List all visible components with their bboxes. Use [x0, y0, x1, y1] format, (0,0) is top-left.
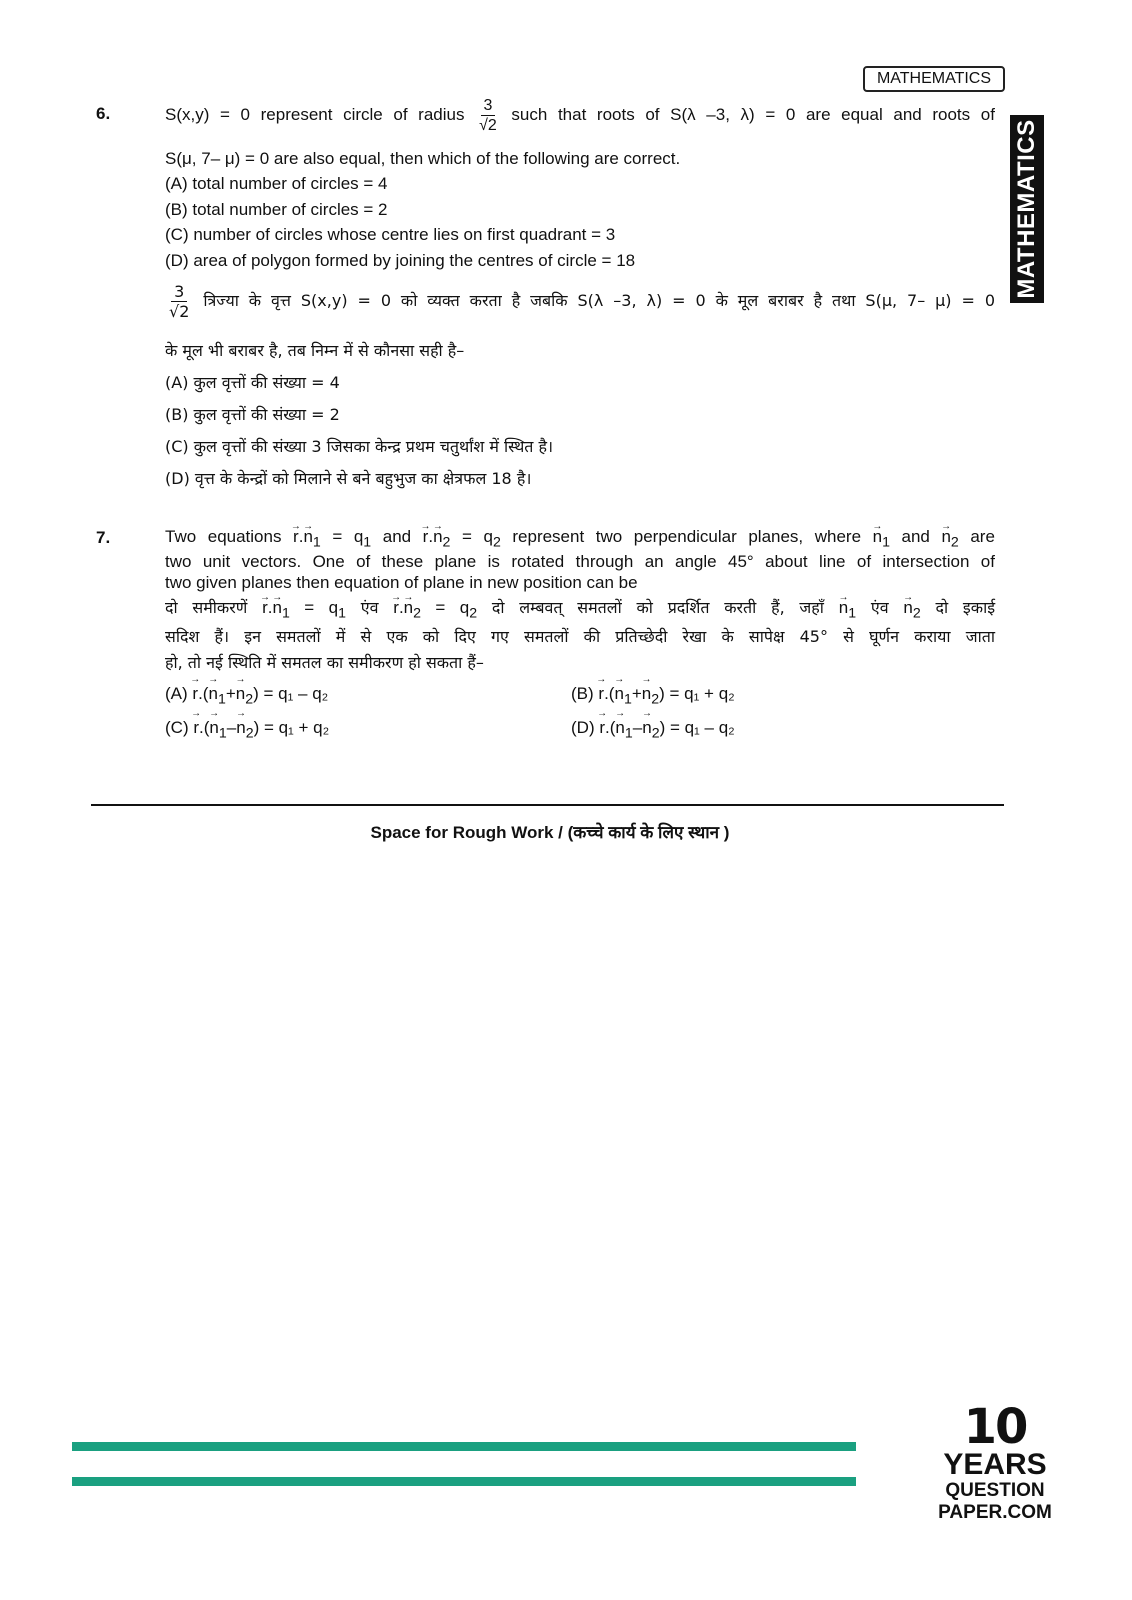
subject-side-tab	[1010, 115, 1044, 303]
q7-option-d-operator: –	[632, 718, 643, 737]
q7-option-a-operator: +	[225, 684, 236, 703]
question-7-stem	[165, 526, 995, 553]
question-6-stem	[165, 96, 995, 135]
q7-option-d-rhs: = q₁ – q₂	[669, 718, 735, 737]
question-7-number: 7.	[96, 528, 111, 547]
q7-option-b-operator: +	[631, 684, 642, 703]
subject-label: MATHEMATICS	[863, 66, 1005, 92]
fraction-numerator: 3	[171, 282, 187, 302]
q6-option-b: (B) total number of circles = 2	[165, 200, 388, 219]
question-6-hindi-stem	[165, 282, 995, 321]
q7-stem-line3: two given planes then equation of plane in new position can be	[165, 573, 638, 592]
q7-text-2: and	[382, 527, 412, 546]
q7-option-a-rhs: = q₁ – q₂	[263, 684, 329, 703]
q7-option-c-operator: –	[226, 718, 237, 737]
q7-option-b: $(B) \to r.(\to n_1+\to n_2) = q_1 + q_2$	[571, 684, 735, 707]
footer-bar-bottom	[72, 1477, 856, 1486]
logo-line-1: 10	[963, 1399, 1027, 1455]
q7-option-c: $(C) \to r.(\to n_1-\to n_2) = q_1 + q_2$	[165, 718, 329, 741]
vector-n2: → $n_2$	[941, 527, 958, 546]
question-6-stem-line2: S(μ, 7– μ) = 0 are also equal, then which of the following are correct.	[165, 149, 681, 168]
equation-2-hindi: → $r.\to n_2 = q_2$	[393, 598, 477, 617]
q7-hindi-4: एंव	[870, 598, 889, 617]
equation-2: → $r.\to n_2 = q_2$	[423, 527, 501, 546]
q6-stem-part-b: such that roots of S(λ –3, λ) = 0 are equal and roots of	[511, 104, 995, 124]
logo-line-2: YEARS	[943, 1448, 1047, 1481]
side-tab-text: MATHEMATICS	[1013, 119, 1040, 299]
q6-stem-part-a: S(x,y) = 0 represent circle of radius	[165, 104, 465, 124]
q6-hindi-option-a: (A) कुल वृत्तों की संख्या = 4	[165, 373, 340, 392]
rough-work-label: Space for Rough Work / (कच्चे कार्य के लिए स्थान )	[370, 823, 730, 842]
fraction-denominator: √2	[479, 117, 497, 134]
q6-hindi-line1: त्रिज्या के वृत्त S(x,y) = 0 को व्यक्त करता है जबकि S(λ –3, λ) = 0 के मूल बराबर है तथा S(μ, 7– μ) = 0	[203, 291, 995, 310]
q6-option-d: (D) area of polygon formed by joining the centres of circle = 18	[165, 251, 636, 270]
radius-fraction	[479, 96, 497, 135]
q7-stem-line2: two unit vectors. One of these plane is rotated through an angle 45° about line of intersection of	[165, 552, 995, 571]
q7-hindi-3: दो लम्बवत् समतलों को प्रदर्शित करती हैं, जहाँ	[491, 598, 824, 617]
q7-option-c-rhs: = q₁ + q₂	[263, 718, 330, 737]
q7-hindi-line2: सदिश हैं। इन समतलों में से एक को दिए गए समतलों की प्रतिच्छेदी रेखा के सापेक्ष 45° से घूर्णन कराया जाता	[165, 627, 995, 646]
q7-option-b-rhs: = q₁ + q₂	[669, 684, 735, 703]
section-divider	[91, 804, 1004, 806]
vector-n2-hindi: → $n_2$	[903, 598, 920, 617]
q7-option-d: $(D) \to r.(\to n_1-\to n_2) = q_1 - q_2$	[571, 718, 735, 741]
q7-option-d-label: (D)	[571, 718, 595, 737]
equation-1-hindi: → $r.\to n_1 = q_1$	[262, 598, 346, 617]
q7-text-3: represent two perpendicular planes, where	[512, 527, 862, 546]
q7-option-a: $(A) \to r.(\to n_1+\to n_2) = q_1 - q_2$	[165, 684, 328, 707]
equation-1: → $r.\to n_1 = q_1$	[293, 527, 371, 546]
q6-option-c: (C) number of circles whose centre lies on first quadrant = 3	[165, 225, 616, 244]
question-6-number: 6.	[96, 104, 111, 123]
q7-option-a-label: (A)	[165, 684, 188, 703]
vector-n1: → $n_1$	[873, 527, 890, 546]
footer-bar-top	[72, 1442, 856, 1451]
q7-hindi-2: एंव	[360, 598, 379, 617]
radius-fraction-hindi	[169, 282, 189, 321]
site-logo	[902, 1399, 1088, 1524]
vector-n1-hindi: → $n_1$	[839, 598, 856, 617]
question-7-hindi-stem	[165, 597, 995, 624]
q7-hindi-1: दो समीकरणें	[165, 598, 248, 617]
q7-hindi-5: दो इकाई	[935, 598, 996, 617]
q7-text-1: Two equations	[165, 527, 282, 546]
q6-option-a: (A) total number of circles = 4	[165, 174, 388, 193]
q6-hindi-option-d: (D) वृत्त के केन्द्रों को मिलाने से बने बहुभुज का क्षेत्रफल 18 है।	[165, 469, 532, 488]
q6-hindi-option-b: (B) कुल वृत्तों की संख्या = 2	[165, 405, 340, 424]
q7-option-c-label: (C)	[165, 718, 189, 737]
fraction-numerator: 3	[481, 96, 496, 116]
q7-hindi-line3: हो, तो नई स्थिति में समतल का समीकरण हो सकता हैं–	[165, 653, 484, 672]
fraction-denominator: √2	[169, 302, 190, 321]
logo-line-3: QUESTION PAPER.COM	[938, 1480, 1052, 1523]
q6-hindi-line2: के मूल भी बराबर है, तब निम्न में से कौनसा सही है–	[165, 341, 465, 360]
q7-text-5: are	[970, 527, 995, 546]
q6-hindi-option-c: (C) कुल वृत्तों की संख्या 3 जिसका केन्द्र प्रथम चतुर्थांश में स्थित है।	[165, 437, 554, 456]
q7-option-b-label: (B)	[571, 684, 594, 703]
q7-text-4: and	[901, 527, 930, 546]
